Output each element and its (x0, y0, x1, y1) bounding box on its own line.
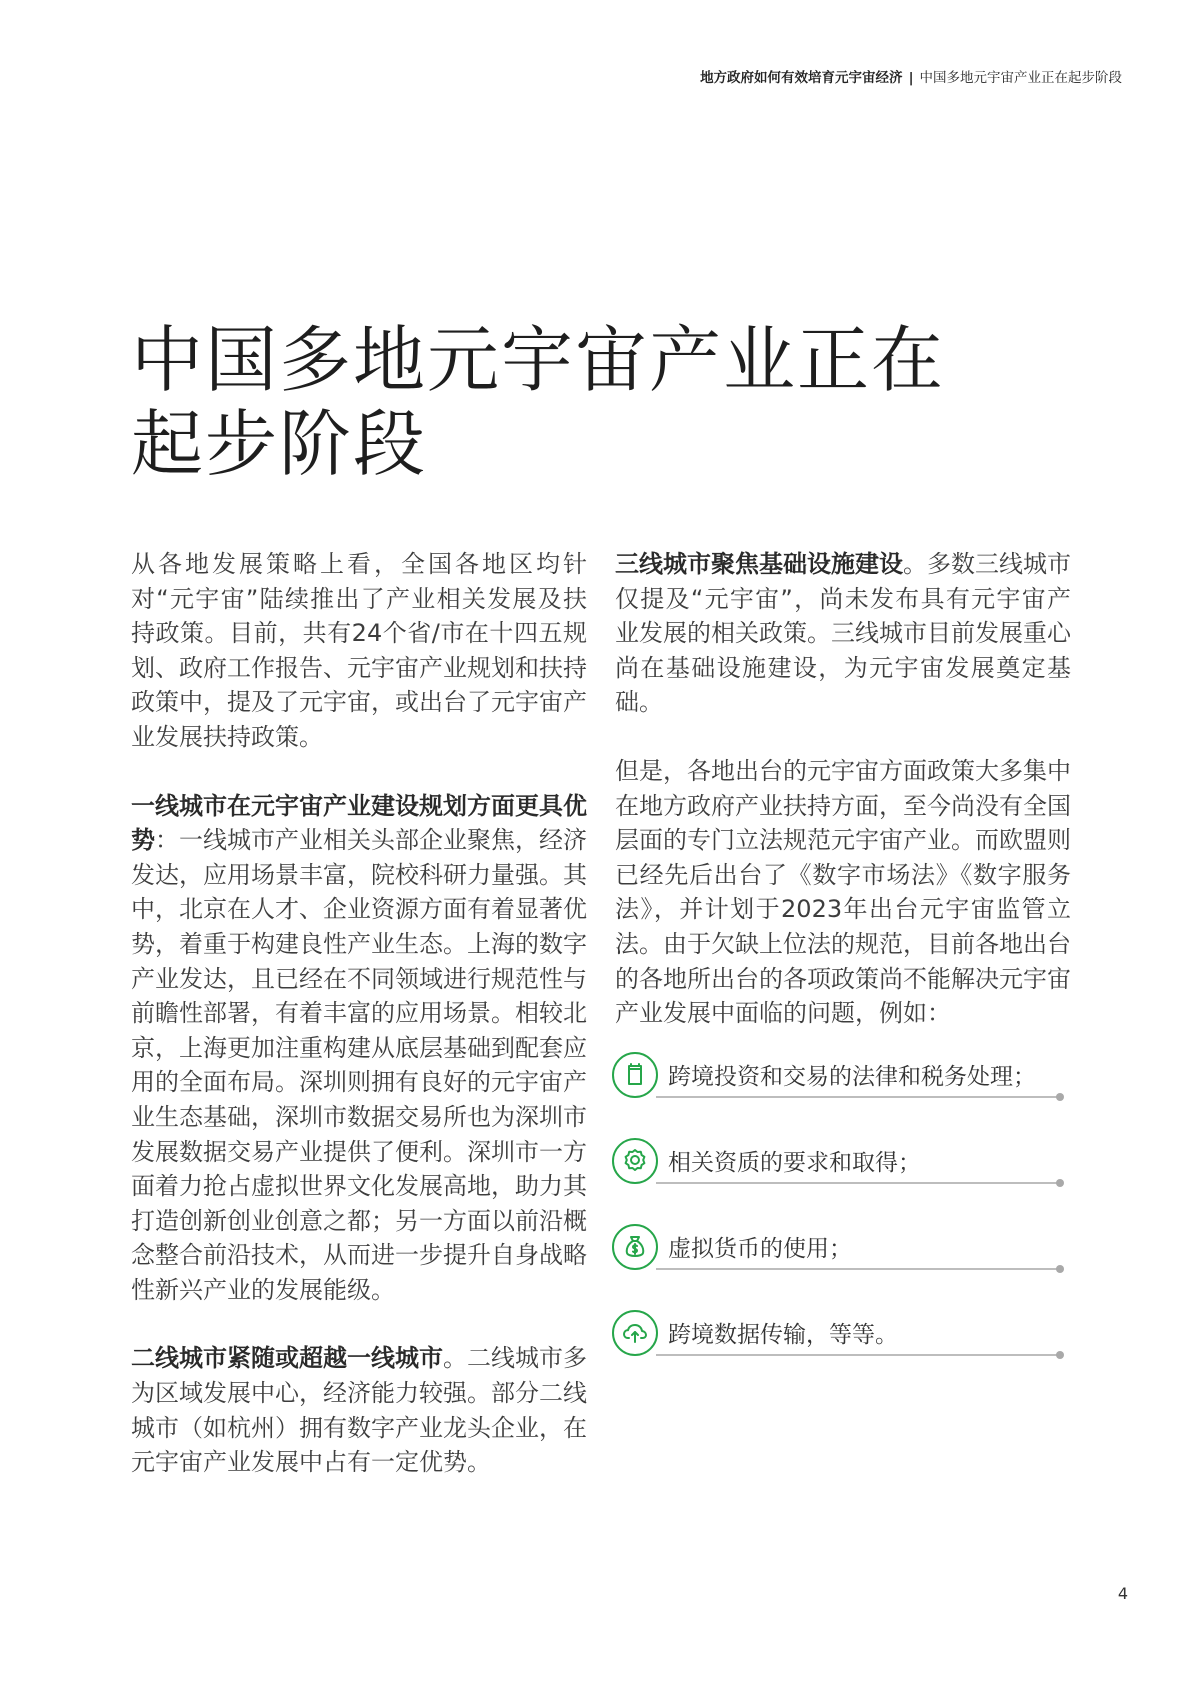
intro-paragraph: 从各地发展策略上看，全国各地区均针对“元宇宙”陆续推出了产业相关发展及扶持政策。目前，共有24个省/市在十四五规划、政府工作报告、元宇宙产业规划和扶持政策中，提及了元宇宙，或出台了元宇宙产业发展扶持政策。 (131, 550, 587, 751)
list-item-label: 跨境投资和交易的法律和税务处理； (668, 1064, 1036, 1090)
divider-dot (1056, 1265, 1064, 1273)
divider-line (656, 1096, 1058, 1098)
divider-dot (1056, 1179, 1064, 1187)
money-bag-icon (612, 1224, 658, 1270)
issues-list (612, 1052, 1064, 1396)
list-item (612, 1310, 1064, 1396)
page-title (131, 318, 1031, 486)
list-item-label: 跨境数据传输，等等。 (668, 1322, 898, 1348)
header-separator: | (908, 70, 914, 86)
divider-line (656, 1354, 1058, 1356)
tier1-heading: 一线城市在元宇宙产业建设规划方面更具优势 (131, 791, 587, 855)
list-item-label: 相关资质的要求和取得； (668, 1150, 921, 1176)
page-title-line-1: 中国多地元宇宙产业正在 (131, 318, 946, 402)
divider-dot (1056, 1351, 1064, 1359)
tier3-paragraph (615, 547, 1071, 720)
tier3-body: 。多数三线城市仅提及“元宇宙”，尚未发布具有元宇宙产业发展的相关政策。三线城市目前发展重心尚在基础设施建设，为元宇宙发展奠定基础。 (615, 550, 1071, 717)
cloud-upload-icon (612, 1310, 658, 1356)
right-column (615, 547, 1071, 1031)
header-section-title: 中国多地元宇宙产业正在起步阶段 (919, 70, 1122, 86)
divider-dot (1056, 1093, 1064, 1101)
list-item-label: 虚拟货币的使用； (668, 1236, 852, 1262)
divider-line (656, 1268, 1058, 1270)
list-item (612, 1052, 1064, 1138)
running-header (700, 66, 1122, 86)
tier2-paragraph (131, 1341, 587, 1479)
header-report-title: 地方政府如何有效培育元宇宙经济 (700, 70, 903, 86)
tier1-paragraph (131, 789, 587, 1308)
tier1-body: ：一线城市产业相关头部企业聚焦，经济发达，应用场景丰富，院校科研力量强。其中，北京在人才、企业资源方面有着显著优势，着重于构建良性产业生态。上海的数字产业发达，且已经在不同领域进行规范性与前瞻性部署，有着丰富的应用场景。相较北京，上海更加注重构建从底层基础到配套应用的全面布局。深圳则拥有良好的元宇宙产业生态基础，深圳市数据交易所也为深圳市发展数据交易产业提供了便利。深圳市一方面着力抢占虚拟世界文化发展高地，助力其打造创新创业创意之都；另一方面以前沿概念整合前沿技术，从而进一步提升自身战略性新兴产业的发展能级。 (131, 826, 587, 1304)
certificate-badge-icon (612, 1138, 658, 1184)
left-column (131, 547, 587, 1480)
document-icon (612, 1052, 658, 1098)
tier2-heading: 二线城市紧随或超越一线城市 (131, 1344, 443, 1373)
tier3-heading: 三线城市聚焦基础设施建设 (615, 550, 903, 578)
legislation-paragraph: 但是，各地出台的元宇宙方面政策大多集中在地方政府产业扶持方面，至今尚没有全国层面的专门立法规范元宇宙产业。而欧盟则已经先后出台了《数字市场法》《数字服务法》，并计划于2023年出台元宇宙监管立法。由于欠缺上位法的规范，目前各地出台的各地所出台的各项政策尚不能解决元宇宙产业发展中面临的问题，例如： (615, 756, 1071, 1028)
page-number: 4 (1117, 1584, 1128, 1603)
tier2-body: 。二线城市多为区域发展中心，经济能力较强。部分二线城市（如杭州）拥有数字产业龙头企业，在元宇宙产业发展中占有一定优势。 (131, 1344, 587, 1477)
divider-line (656, 1182, 1058, 1184)
list-item (612, 1138, 1064, 1224)
page-title-line-2: 起步阶段 (131, 402, 428, 486)
list-item (612, 1224, 1064, 1310)
